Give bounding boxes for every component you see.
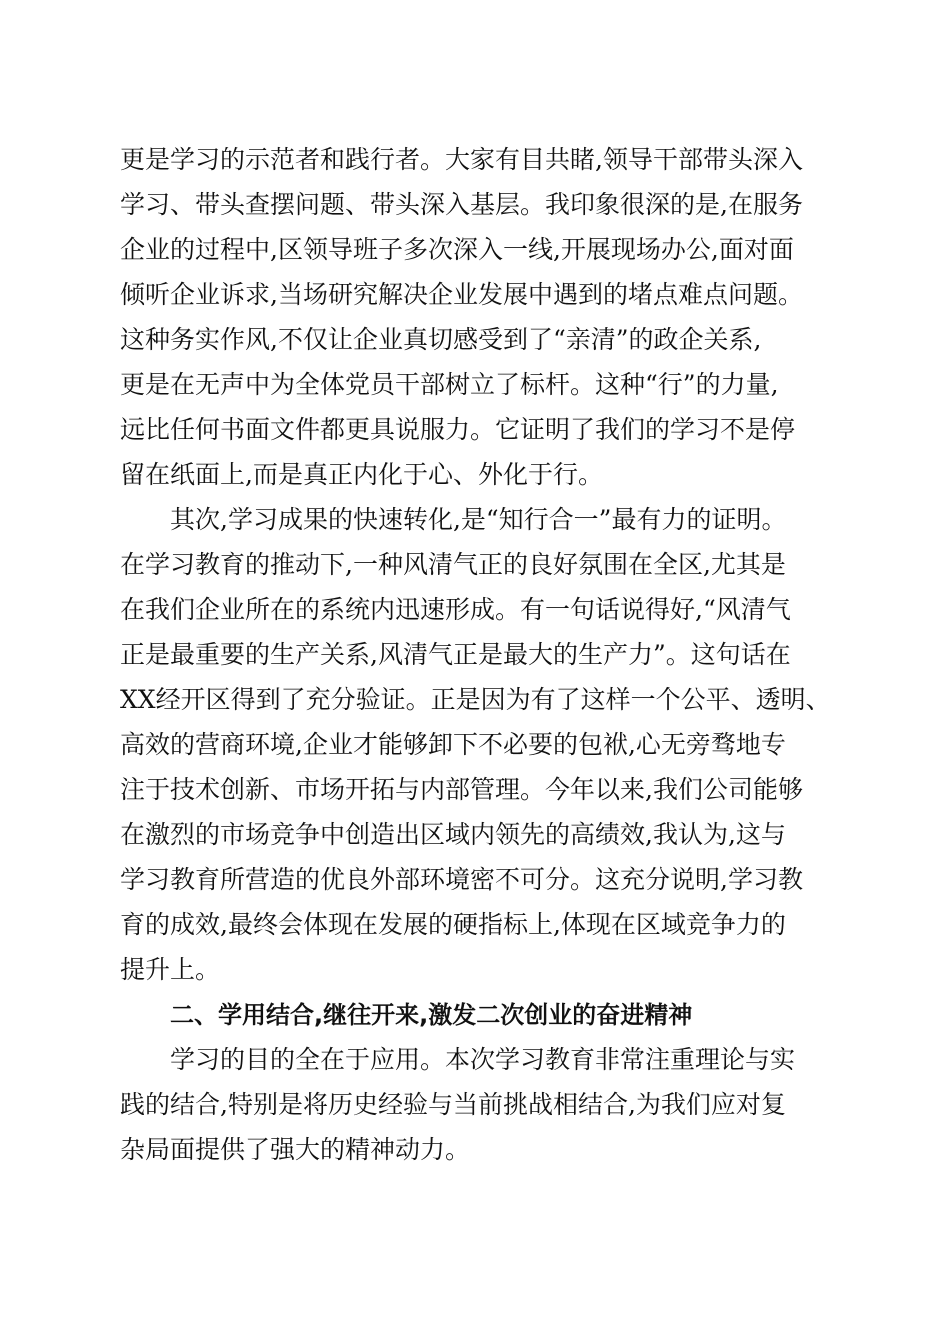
paragraph-3-line-3: 杂局面提供了强大的精神动力。 <box>120 1135 471 1164</box>
paragraph-2-line-5: XX经开区得到了充分验证。正是因为有了这样一个公平、透明、 <box>120 685 831 714</box>
paragraph-1-line-8: 留在纸面上,而是真正内化于心、外化于行。 <box>120 460 603 489</box>
paragraph-1-line-3: 企业的过程中,区领导班子多次深入一线,开展现场办公,面对面 <box>120 235 794 264</box>
paragraph-2-line-9: 学习教育所营造的优良外部环境密不可分。这充分说明,学习教 <box>120 865 803 894</box>
paragraph-2-line-4: 正是最重要的生产关系,风清气正是最大的生产力”。这句话在 <box>120 640 791 669</box>
paragraph-2-line-2: 在学习教育的推动下,一种风清气正的良好氛围在全区,尤其是 <box>120 550 786 579</box>
paragraph-2-line-10: 育的成效,最终会体现在发展的硬指标上,体现在区域竞争力的 <box>120 910 786 939</box>
paragraph-2-line-8: 在激烈的市场竞争中创造出区域内领先的高绩效,我认为,这与 <box>120 820 786 849</box>
section-heading: 二、学用结合,继往开来,激发二次创业的奋进精神 <box>170 1001 693 1029</box>
paragraph-3-line-1: 学习的目的全在于应用。本次学习教育非常注重理论与实 <box>170 1045 796 1074</box>
paragraph-2-line-11: 提升上。 <box>120 955 221 984</box>
paragraph-1-line-6: 更是在无声中为全体党员干部树立了标杆。这种“行”的力量, <box>120 370 779 399</box>
paragraph-1-line-5: 这种务实作风,不仅让企业真切感受到了“亲清”的政企关系, <box>120 325 762 354</box>
paragraph-1-line-4: 倾听企业诉求,当场研究解决企业发展中遇到的堵点难点问题。 <box>120 280 803 309</box>
paragraph-2-line-3: 在我们企业所在的系统内迅速形成。有一句话说得好,“风清气 <box>120 595 791 624</box>
paragraph-3-line-2: 践的结合,特别是将历史经验与当前挑战相结合,为我们应对复 <box>120 1090 786 1119</box>
paragraph-1-line-1: 更是学习的示范者和践行者。大家有目共睹,领导干部带头深入 <box>120 145 803 174</box>
paragraph-2-line-1: 其次,学习成果的快速转化,是“知行合一”最有力的证明。 <box>170 505 787 534</box>
paragraph-1-line-7: 远比任何书面文件都更具说服力。它证明了我们的学习不是停 <box>120 415 796 444</box>
paragraph-2-line-7: 注于技术创新、市场开拓与内部管理。今年以来,我们公司能够 <box>120 775 803 804</box>
paragraph-2-line-6: 高效的营商环境,企业才能够卸下不必要的包袱,心无旁骛地专 <box>120 730 786 759</box>
paragraph-1-line-2: 学习、带头查摆问题、带头深入基层。我印象很深的是,在服务 <box>120 190 803 219</box>
